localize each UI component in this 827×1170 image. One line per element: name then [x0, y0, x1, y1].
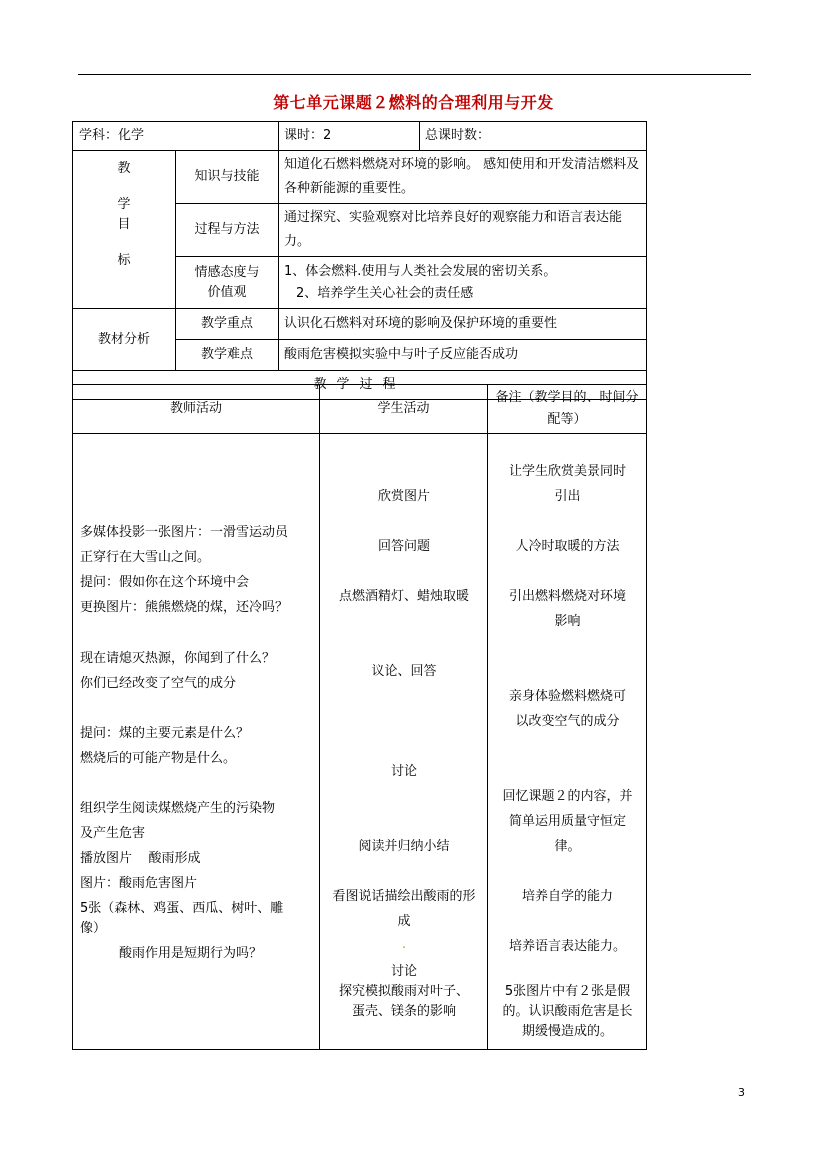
knowledge-skills-text: 知道化石燃料燃烧对环境的影响。 感知使用和开发清洁燃料及各种新能源的重要性。 [279, 151, 647, 204]
teacher-line: 5张（森林、鸡蛋、西瓜、树叶、雕 [80, 901, 284, 916]
teacher-line: 燃烧后的可能产物是什么。 [80, 751, 237, 766]
obj-char: 标 [117, 253, 131, 268]
note-line: 培养自学的能力 [521, 889, 613, 904]
teacher-line: 图片：酸雨危害图片 [80, 876, 198, 891]
teacher-activity-cell [73, 434, 320, 1050]
analysis-label: 教材分析 [73, 309, 176, 371]
teacher-line: 提问：假如你在这个环境中会 [80, 575, 250, 590]
header-rule [78, 74, 751, 75]
note-line: 引出 [554, 489, 581, 504]
student-col-header: 学生活动 [320, 385, 488, 434]
note-line: 影响 [554, 614, 581, 629]
objectives-label [73, 151, 176, 309]
page-number: 3 [738, 1086, 745, 1099]
note-line: 亲身体验燃料燃烧可 [508, 689, 626, 704]
document-title: 第七单元课题２燃料的合理利用与开发 [273, 93, 554, 112]
student-line: 欣赏图片 [377, 489, 430, 504]
obj-char: 学 [117, 197, 131, 212]
note-line: 回忆课题２的内容，并 [502, 789, 633, 804]
difficulty-text: 酸雨危害模拟实验中与叶子反应能否成功 [279, 340, 647, 371]
attitude-values-label [176, 257, 279, 309]
student-line: 讨论 [390, 764, 417, 779]
attitude-values-text [279, 257, 647, 309]
note-cell [488, 434, 647, 1050]
process-method-label: 过程与方法 [176, 204, 279, 257]
attitude-label-line: 价值观 [207, 284, 247, 300]
note-line: 培养语言表达能力。 [508, 939, 626, 954]
hours-cell: 课时：2 [279, 122, 420, 151]
subject-cell: 学科：化学 [73, 122, 279, 151]
note-line: 让学生欣赏美景同时 [508, 464, 626, 479]
student-line: 蛋壳、镁条的影响 [351, 1004, 456, 1019]
teacher-line: 像） [80, 921, 107, 936]
teacher-line: 更换图片：熊熊燃烧的煤，还冷吗？ [80, 600, 289, 615]
student-line: 探究模拟酸雨对叶子、 [338, 984, 469, 999]
student-line: 看图说话描绘出酸雨的形 [332, 889, 476, 904]
note-line: 律。 [554, 839, 581, 854]
note-line: 5张图片中有２张是假 [504, 984, 631, 999]
teacher-line: 及产生危害 [80, 826, 146, 841]
process-heading: 教学过程 [73, 371, 647, 400]
teacher-col-header: 教师活动 [73, 385, 320, 434]
note-line: 以改变空气的成分 [515, 714, 620, 729]
attitude-line: 1、体会燃料.使用与人类社会发展的密切关系。 [284, 263, 557, 279]
note-line: 简单运用质量守恒定 [508, 814, 626, 829]
student-line: 成 [397, 914, 411, 929]
teacher-line: 播放图片 酸雨形成 [80, 851, 201, 866]
obj-char: 教 [117, 161, 131, 176]
note-line: 引出燃料燃烧对环境 [508, 589, 626, 604]
total-hours-cell: 总课时数： [420, 122, 647, 151]
note-line: 期缓慢造成的。 [521, 1024, 613, 1039]
obj-char: 目 [117, 217, 131, 232]
note-col-header: 备注（教学目的、时间分配等） [488, 385, 647, 434]
student-line: 回答问题 [377, 539, 430, 554]
objectives-table [72, 121, 647, 400]
attitude-label-line: 情感态度与 [194, 264, 260, 280]
attitude-line: 2、培养学生关心社会的责任感 [296, 285, 474, 301]
teacher-line: 提问：煤的主要元素是什么？ [80, 726, 250, 741]
knowledge-skills-label: 知识与技能 [176, 151, 279, 204]
student-mark: · [401, 941, 407, 956]
teacher-line: 酸雨作用是短期行为吗？ [119, 946, 263, 961]
teacher-line: 多媒体投影一张图片：一滑雪运动员 [80, 525, 289, 540]
teacher-line: 现在请熄灭热源，你闻到了什么？ [80, 651, 276, 666]
note-line: 的。认识酸雨危害是长 [502, 1004, 633, 1019]
difficulty-label: 教学难点 [176, 340, 279, 371]
student-activity-cell [320, 434, 488, 1050]
teacher-line: 你们已经改变了空气的成分 [80, 676, 237, 691]
process-table [72, 384, 647, 1050]
student-line: 议论、回答 [371, 664, 437, 679]
student-line: 阅读并归纳小结 [358, 839, 450, 854]
teacher-line: 正穿行在大雪山之间。 [80, 550, 211, 565]
note-line: 人冷时取暖的方法 [515, 539, 620, 554]
student-line: 点燃酒精灯、蜡烛取暖 [338, 589, 469, 604]
process-method-text: 通过探究、实验观察对比培养良好的观察能力和语言表达能力。 [279, 204, 647, 257]
student-line: 讨论 [390, 964, 417, 979]
key-point-text: 认识化石燃料对环境的影响及保护环境的重要性 [279, 309, 647, 340]
teacher-line: 组织学生阅读煤燃烧产生的污染物 [80, 801, 276, 816]
key-point-label: 教学重点 [176, 309, 279, 340]
